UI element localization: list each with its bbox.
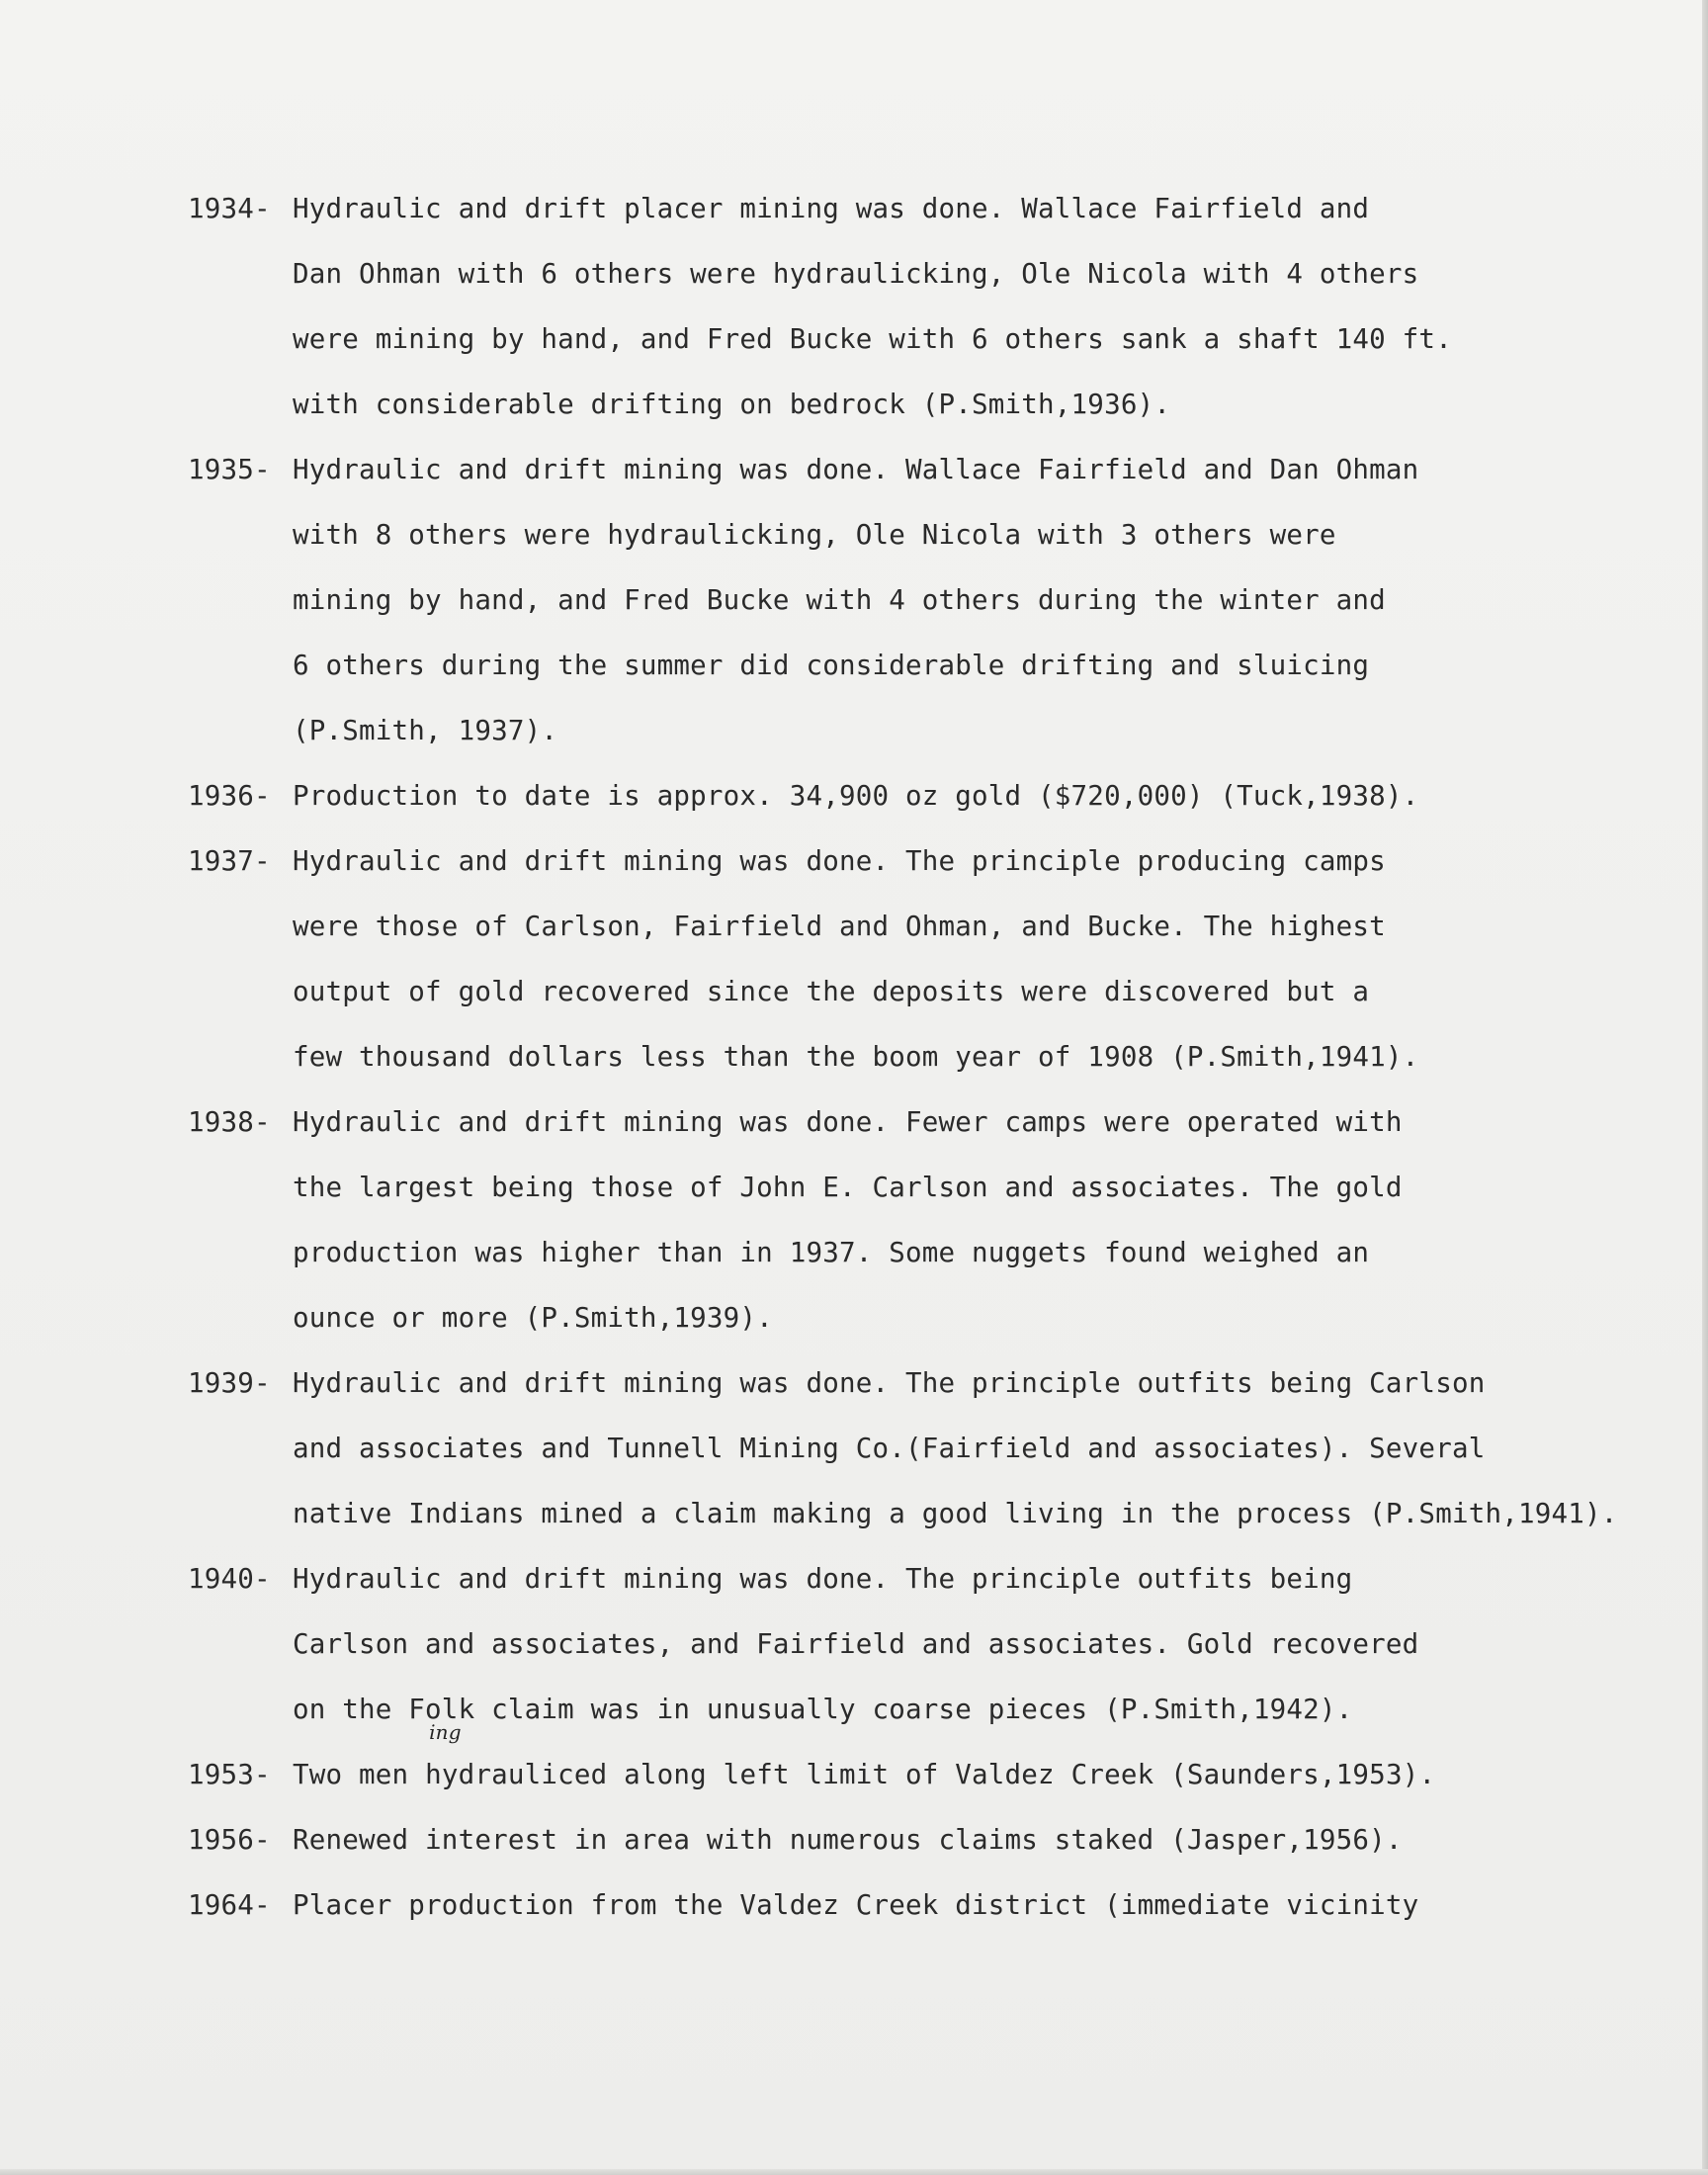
- entry-line: Hydraulic and drift mining was done. The principle outfits being: [293, 1563, 1353, 1595]
- entry-year: 1938-: [188, 1106, 271, 1138]
- entry-1956: [188, 1807, 1621, 1872]
- entry-year: 1953-: [188, 1759, 271, 1790]
- entry-line: 6 others during the summer did considerable drifting and sluicing: [293, 650, 1370, 681]
- entry-line: Placer production from the Valdez Creek district (immediate vicinity: [293, 1889, 1419, 1921]
- entry-line: Renewed interest in area with numerous claims staked (Jasper,1956).: [293, 1824, 1403, 1856]
- entry-line: Production to date is approx. 34,900 oz gold ($720,000) (Tuck,1938).: [293, 780, 1419, 812]
- entry-1935: [188, 437, 1621, 763]
- entry-line: ounce or more (P.Smith,1939).: [293, 1302, 773, 1334]
- entry-1940: [188, 1546, 1621, 1742]
- corrected-word-text: hydrauliced: [425, 1759, 608, 1790]
- entry-line: [293, 1720, 1621, 1807]
- entry-1953: [188, 1720, 1621, 1807]
- entry-line-prefix: Two men: [293, 1759, 426, 1790]
- page-bottom-edge: [0, 2169, 1708, 2175]
- entry-year: 1937-: [188, 845, 271, 877]
- entry-line: Hydraulic and drift placer mining was done. Wallace Fairfield and: [293, 193, 1370, 224]
- entry-line: Dan Ohman with 6 others were hydraulicking, Ole Nicola with 4 others: [293, 258, 1419, 290]
- entry-line: Hydraulic and drift mining was done. Fewer camps were operated with: [293, 1106, 1403, 1138]
- entry-line: Hydraulic and drift mining was done. The principle outfits being Carlson: [293, 1367, 1486, 1399]
- entry-line: with 8 others were hydraulicking, Ole Nicola with 3 others were: [293, 519, 1336, 551]
- handwritten-correction: ing: [429, 1720, 462, 1744]
- entry-line: and associates and Tunnell Mining Co.(Fairfield and associates). Several: [293, 1433, 1486, 1464]
- corrected-word: [425, 1720, 608, 1807]
- entry-1937: [188, 828, 1621, 1089]
- entry-1964: [188, 1872, 1621, 1938]
- page-right-edge: [1702, 0, 1708, 2175]
- entry-year: 1934-: [188, 193, 271, 224]
- entry-line: few thousand dollars less than the boom year of 1908 (P.Smith,1941).: [293, 1041, 1419, 1073]
- entry-line: on the Folk claim was in unusually coarse pieces (P.Smith,1942).: [293, 1694, 1353, 1725]
- entry-line: Carlson and associates, and Fairfield and associates. Gold recovered: [293, 1628, 1419, 1660]
- entry-1939: [188, 1350, 1621, 1546]
- entry-line-suffix: along left limit of Valdez Creek (Saunders,1953).: [607, 1759, 1436, 1790]
- entry-line: native Indians mined a claim making a good living in the process (P.Smith,1941).: [293, 1498, 1618, 1529]
- entry-line: the largest being those of John E. Carlson and associates. The gold: [293, 1172, 1403, 1203]
- entry-year: 1939-: [188, 1367, 271, 1399]
- entry-1936: [188, 763, 1621, 828]
- entry-line: with considerable drifting on bedrock (P.Smith,1936).: [293, 389, 1171, 420]
- entry-line: (P.Smith, 1937).: [293, 715, 558, 746]
- chronology-list: [188, 176, 1621, 1938]
- entry-line: Hydraulic and drift mining was done. The principle producing camps: [293, 845, 1386, 877]
- entry-line: mining by hand, and Fred Bucke with 4 others during the winter and: [293, 584, 1386, 616]
- entry-1938: [188, 1089, 1621, 1350]
- entry-line: Hydraulic and drift mining was done. Wallace Fairfield and Dan Ohman: [293, 454, 1419, 485]
- entry-year: 1956-: [188, 1824, 271, 1856]
- entry-line: output of gold recovered since the deposits were discovered but a: [293, 976, 1370, 1007]
- entry-line: were those of Carlson, Fairfield and Ohman, and Bucke. The highest: [293, 911, 1386, 942]
- entry-line: were mining by hand, and Fred Bucke with 6 others sank a shaft 140 ft.: [293, 323, 1452, 355]
- entry-year: 1935-: [188, 454, 271, 485]
- entry-year: 1964-: [188, 1889, 271, 1921]
- entry-year: 1936-: [188, 780, 271, 812]
- entry-year: 1940-: [188, 1563, 271, 1595]
- entry-1934: [188, 176, 1621, 437]
- entry-line: production was higher than in 1937. Some nuggets found weighed an: [293, 1237, 1370, 1268]
